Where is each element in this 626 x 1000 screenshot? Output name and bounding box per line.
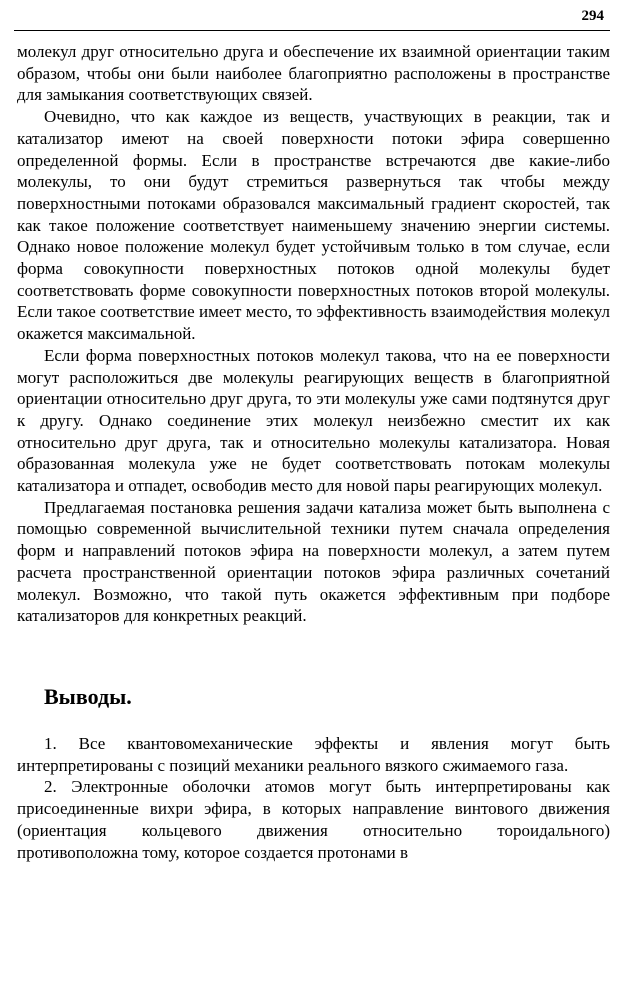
paragraph-computational-approach: Предлагаемая постановка решения задачи катализа может быть выполнена с помощью современной вычислительной техники путем сначала определения форм и направлений потоков эфира на поверхности молекул, а затем путем расчета пространственной ориентации потоков эфира различных сочетаний молекул. Возможно, что такой путь окажется эффективным при подборе катализаторов для конкретных реакций.: [17, 497, 610, 626]
paragraph-catalyst-surface-flows: Очевидно, что как каждое из веществ, участвующих в реакции, так и катализатор имеют на своей поверхности потоки эфира совершенно определенной формы. Если в пространстве встречаются две какие-либо молекулы, то они будут стремиться развернуться так чтобы между поверхностными потоками образовался максимальный градиент скоростей, так как такое положение соответствует наименьшему значению энергии системы. Однако новое положение молекул будет устойчивым только в том случае, если форма совокупности поверхностных потоков одной молекулы будет соответствовать форме совокупности поверхностных потоков второй молекулы. Если такое соответствие имеет место, то эффективность взаимодействия молекул окажется максимальной.: [17, 107, 610, 344]
page-header: [14, 8, 610, 31]
page-number: 294: [581, 8, 604, 24]
paragraph-continued: молекул друг относительно друга и обеспечение их взаимной ориентации таким образом, чтобы они были наиболее благоприятно расположены в пространстве для замыкания соответствующих связей.: [17, 42, 610, 105]
paragraph-molecule-orientation: Если форма поверхностных потоков молекул такова, что на ее поверхности могут расположиться две молекулы реагирующих веществ в благоприятной ориентации относительно друг друга, то эти молекулы уже сами подтянутся друг к другу. Однако соединение этих молекул неизбежно сместит их как относительно друг друга, так и относительно молекулы катализатора. Новая образованная молекула уже не будет соответствовать потокам молекулы катализатора и отпадет, освободив место для новой пары реагирующих молекул.: [17, 345, 610, 496]
conclusion-item-2: 2. Электронные оболочки атомов могут быть интерпретированы как присоединенные вихри эфира, в которых направление винтового движения (ориентация кольцевого движения относительно тороидального) противоположна тому, которое создается протонами в: [17, 777, 610, 862]
page-content: [17, 41, 610, 863]
section-title-conclusions: Выводы.: [44, 683, 132, 709]
conclusion-item-1: 1. Все квантовомеханические эффекты и явления могут быть интерпретированы с позиций механики реального вязкого сжимаемого газа.: [17, 733, 610, 775]
